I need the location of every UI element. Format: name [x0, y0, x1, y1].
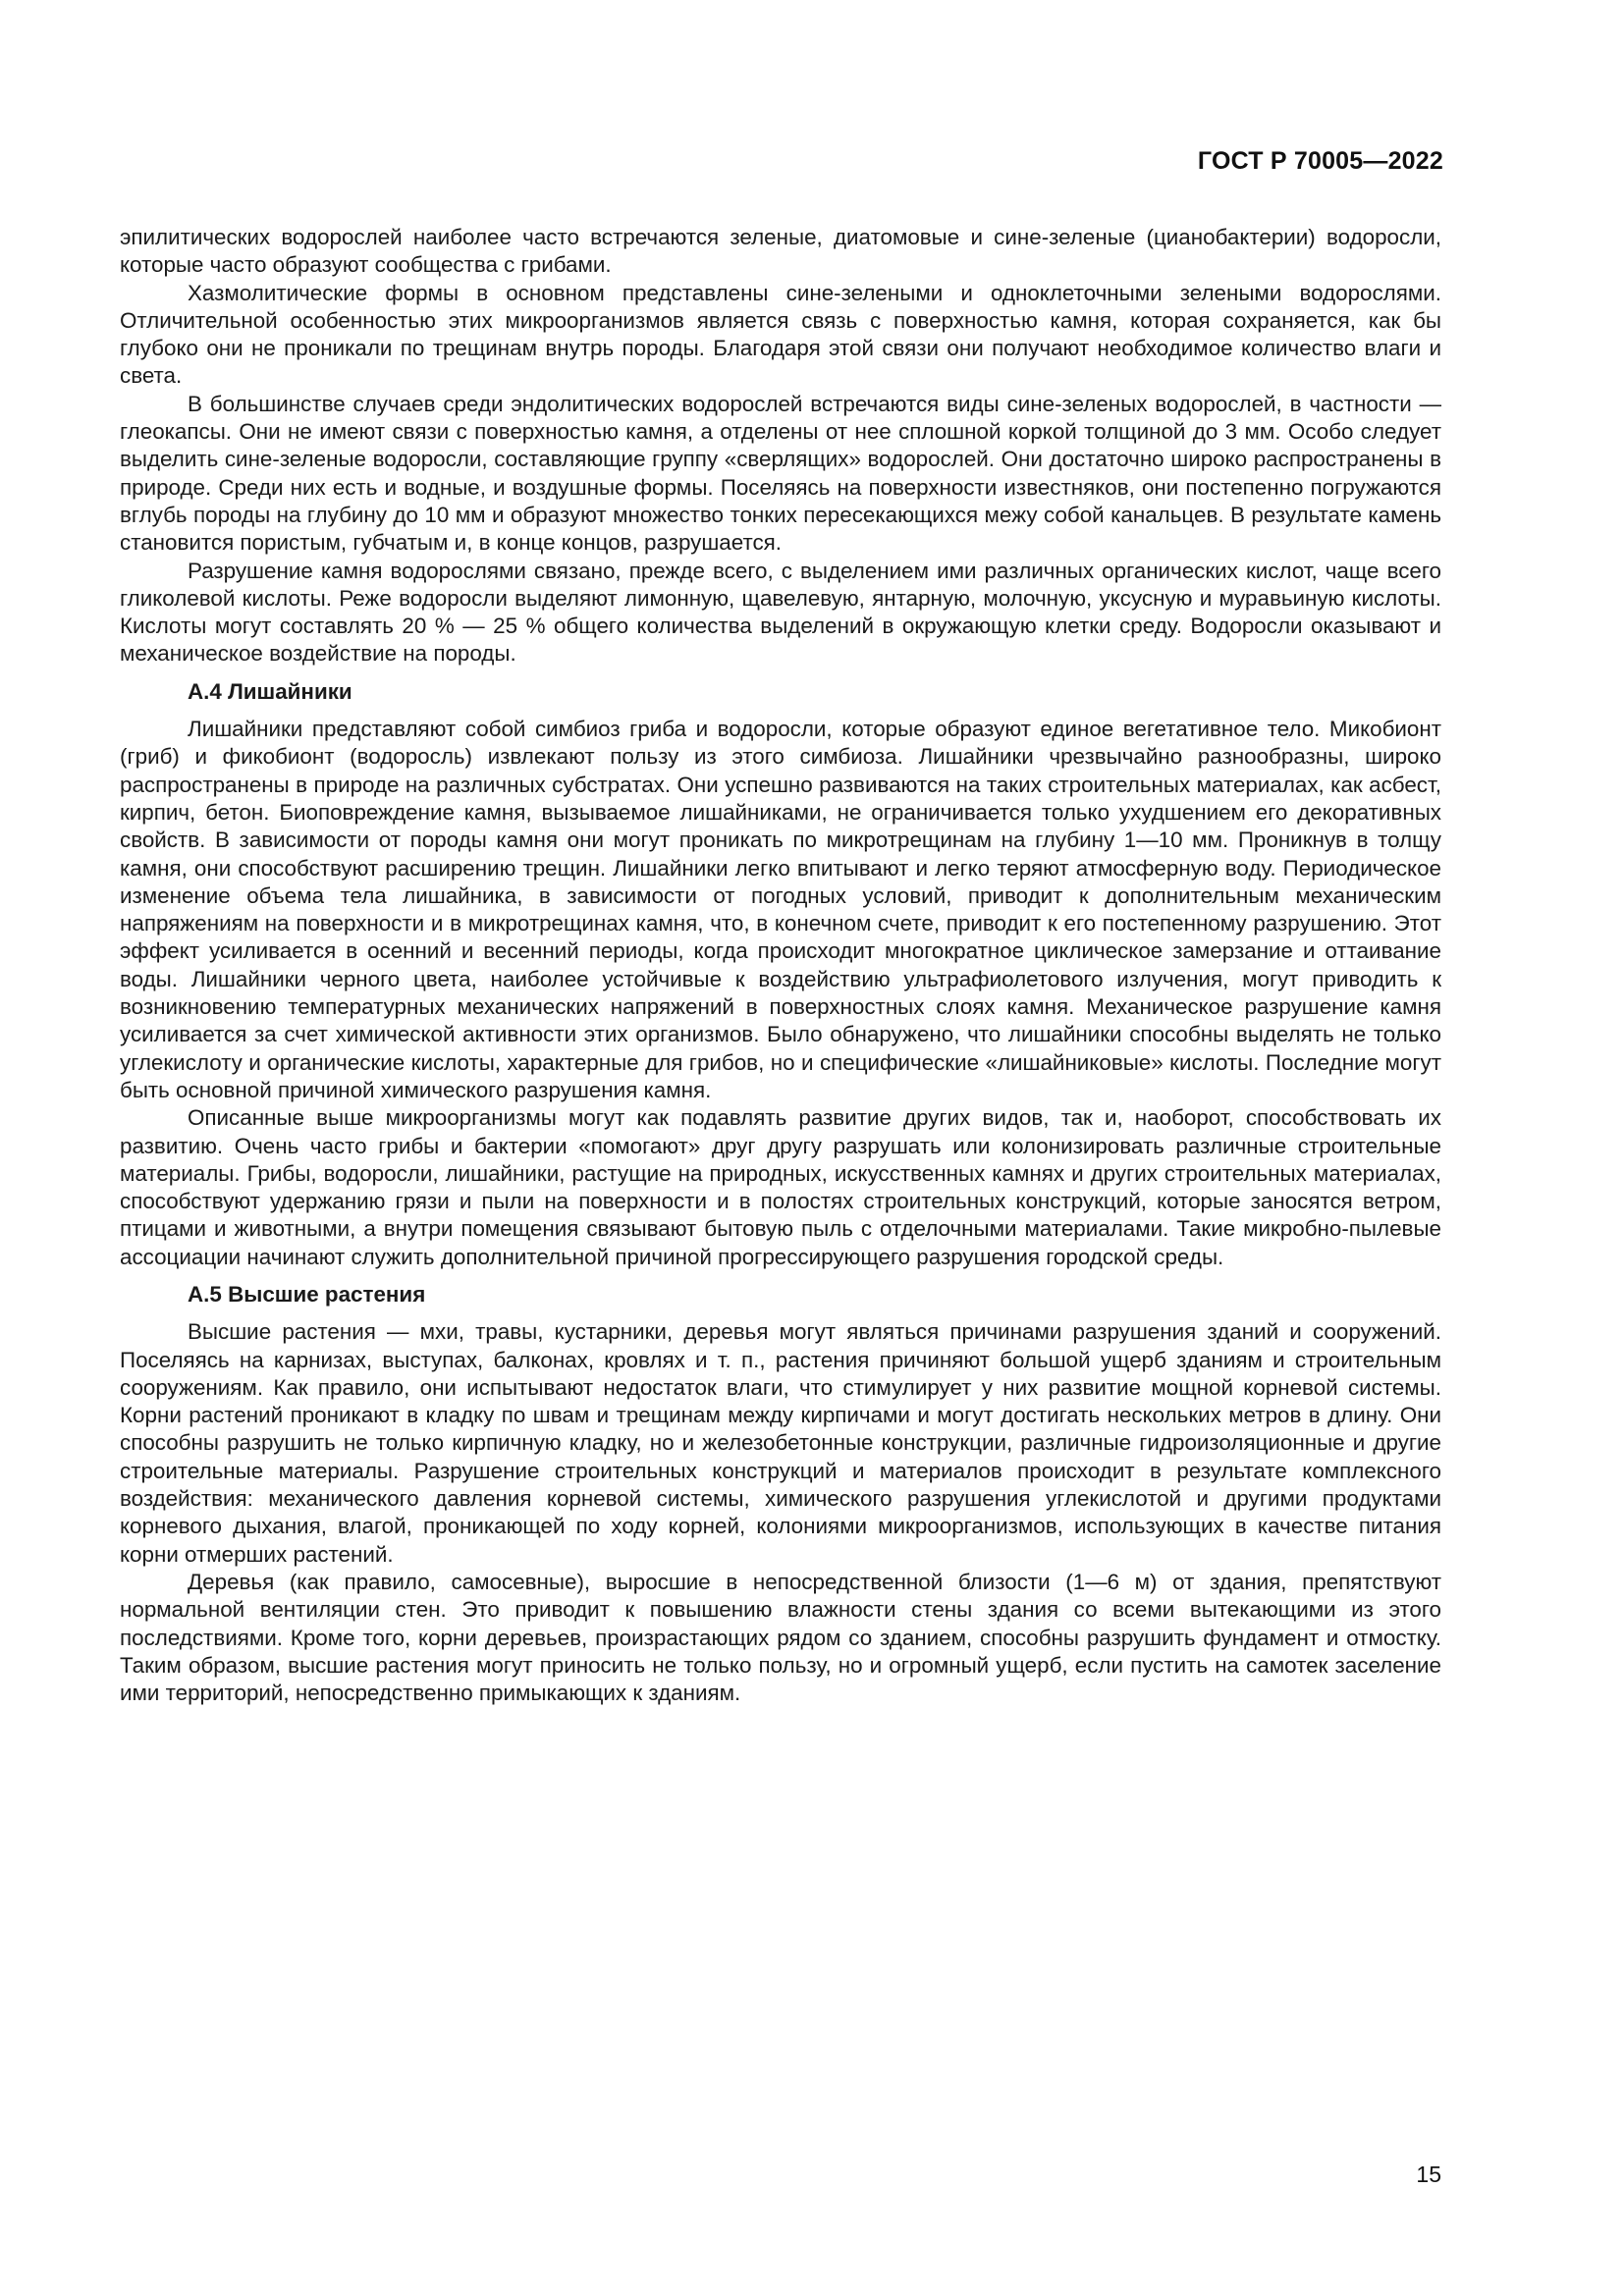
standard-code-header: ГОСТ Р 70005—2022 — [1197, 147, 1443, 175]
section-heading-a5: А.5 Высшие растения — [188, 1281, 426, 1307]
paragraph: эпилитических водорослей наиболее часто встречаются зеленые, диатомовые и сине-зеленые (цианобактерии) водоросли, которые часто образуют сообщества с грибами. — [120, 225, 1441, 278]
paragraph: Разрушение камня водорослями связано, прежде всего, с выделением ими различных органических кислот, чаще всего гликолевой кислоты. Реже водоросли выделяют лимонную, щавелевую, янтарную, молочную, уксусную и муравьиную кислоты. Кислоты могут составлять 20 % — 25 % общего количества выделений в окружающую клетки среду. Водоросли оказывают и механическое воздействие на породы. — [120, 558, 1441, 667]
paragraph: Высшие растения — мхи, травы, кустарники, деревья могут являться причинами разрушения зданий и сооружений. Поселяясь на карнизах, выступах, балконах, кровлях и т. п., растения причиняют большой ущерб зданиям и строительным сооружениям. Как правило, они испытывают недостаток влаги, что стимулирует у них развитие мощной корневой системы. Корни растений проникают в кладку по швам и трещинам между кирпичами и могут достигать нескольких метров в длину. Они способны разрушить не только кирпичную кладку, но и железобетонные конструкции, различные гидроизоляционные и другие строительные материалы. Разрушение строительных конструкций и материалов происходит в результате комплексного воздействия: механического давления корневой системы, химического разрушения углекислотой и другими продуктами корневого дыхания, влагой, проникающей по ходу корней, колониями микроорганизмов, использующих в качестве питания корни отмерших растений. — [120, 1319, 1441, 1567]
paragraph: В большинстве случаев среди эндолитических водорослей встречаются виды сине-зеленых водорослей, в частности — глеокапсы. Они не имеют связи с поверхностью камня, а отделены от нее сплошной коркой толщиной до 3 мм. Особо следует выделить сине-зеленые водоросли, составляющие группу «сверлящих» водорослей. Они достаточно широко распространены в природе. Среди них есть и водные, и воздушные формы. Поселяясь на поверхности известняков, они постепенно погружаются вглубь породы на глубину до 10 мм и образуют множество тонких пересекающихся межу собой канальцев. В результате камень становится пористым, губчатым и, в конце концов, разрушается. — [120, 391, 1441, 556]
paragraph: Лишайники представляют собой симбиоз гриба и водоросли, которые образуют единое вегетативное тело. Микобионт (гриб) и фикобионт (водоросль) извлекают пользу из этого симбиоза. Лишайники чрезвычайно разнообразны, широко распространены в природе на различных субстратах. Они успешно развиваются на таких строительных материалах, как асбест, кирпич, бетон. Биоповреждение камня, вызываемое лишайниками, не ограничивается только ухудшением его декоративных свойств. В зависимости от породы камня они могут проникать по микротрещинам на глубину 1—10 мм. Проникнув в толщу камня, они способствуют расширению трещин. Лишайники легко впитывают и легко теряют атмосферную воду. Периодическое изменение объема тела лишайника, в зависимости от погодных условий, приводит к дополнительным механическим напряжениям на поверхности и в микротрещинах камня, что, в конечном счете, приводит к его постепенному разрушению. Этот эффект усиливается в осенний и весенний периоды, когда происходит многократное циклическое замерзание и оттаивание воды. Лишайники черного цвета, наиболее устойчивые к воздействию ультрафиолетового излучения, могут приводить к возникновению температурных механических напряжений в поверхностных слоях камня. Механическое разрушение камня усиливается за счет химической активности этих организмов. Было обнаружено, что лишайники способны выделять не только углекислоту и органические кислоты, характерные для грибов, но и специфические «лишайниковые» кислоты. Последние могут быть основной причиной химического разрушения камня. — [120, 717, 1441, 1102]
paragraph: Описанные выше микроорганизмы могут как подавлять развитие других видов, так и, наоборот, способствовать их развитию. Очень часто грибы и бактерии «помогают» друг другу разрушать или колонизировать различные строительные материалы. Грибы, водоросли, лишайники, растущие на природных, искусственных камнях и других строительных материалах, способствуют удержанию грязи и пыли на поверхности и в полостях строительных конструкций, которые заносятся ветром, птицами и животными, а внутри помещения связывают бытовую пыль с отделочными материалами. Такие микробно-пылевые ассоциации начинают служить дополнительной причиной прогрессирующего разрушения городской среды. — [120, 1105, 1441, 1269]
document-body — [120, 224, 1441, 1707]
paragraph: Деревья (как правило, самосевные), выросшие в непосредственной близости (1—6 м) от здания, препятствуют нормальной вентиляции стен. Это приводит к повышению влажности стены здания со всеми вытекающими из этого последствиями. Кроме того, корни деревьев, произрастающих рядом со зданием, способны разрушить фундамент и отмостку. Таким образом, высшие растения могут приносить не только пользу, но и огромный ущерб, если пустить на самотек заселение ими территорий, непосредственно примыкающих к зданиям. — [120, 1569, 1441, 1706]
paragraph: Хазмолитические формы в основном представлены сине-зелеными и одноклеточными зелеными водорослями. Отличительной особенностью этих микроорганизмов является связь с поверхностью камня, которая сохраняется, как бы глубоко они не проникали по трещинам внутрь породы. Благодаря этой связи они получают необходимое количество влаги и света. — [120, 280, 1441, 389]
section-heading-a4: А.4 Лишайники — [188, 678, 352, 704]
page-number: 15 — [1416, 2162, 1441, 2187]
